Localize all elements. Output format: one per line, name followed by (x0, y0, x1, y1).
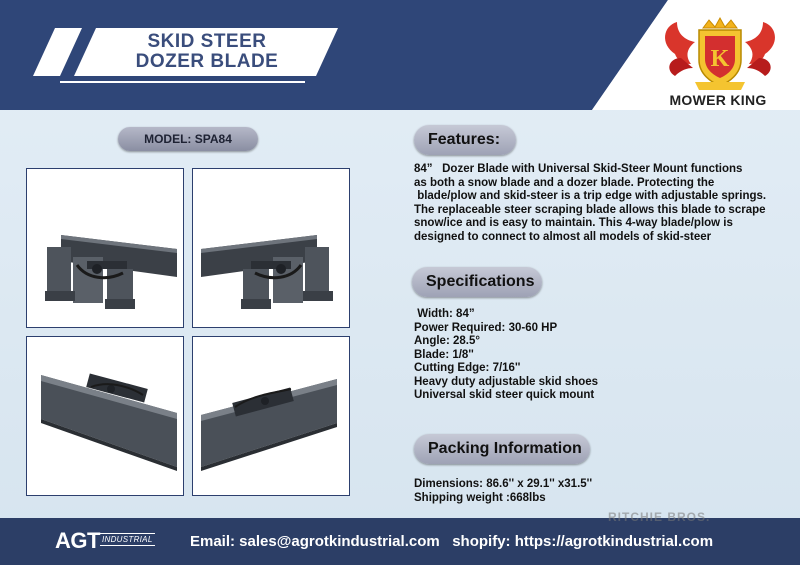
features-line: designed to connect to almost all models of skid-steer (414, 230, 712, 243)
features-line: The replaceable steer scraping blade allows this blade to scrape (414, 203, 766, 216)
watermark: RITCHIE BROS. (608, 510, 711, 524)
packing-heading: Packing Information (414, 434, 590, 464)
features-text (414, 163, 766, 244)
photo-blade-front-left (26, 336, 184, 496)
features-line: blade/plow and skid-steer is a trip edge with adjustable springs. (414, 190, 767, 202)
brand-name: MOWER KING (669, 92, 767, 108)
photo-blade-rear-left (26, 168, 184, 328)
photo-blade-rear-right (192, 168, 350, 328)
title-line-1: SKID STEER (147, 31, 267, 52)
spec-line: Blade: 1/8'' (414, 348, 474, 361)
spec-line: Power Required: 30-60 HP (414, 321, 558, 334)
footer-contact: Email: sales@agrotkindustrial.com shopify: https://agrotkindustrial.com (190, 533, 714, 550)
spec-line: Width: 84” (414, 308, 475, 320)
specifications-text (414, 308, 598, 403)
footer-brand: AGT (55, 528, 100, 553)
features-line: 84” Dozer Blade with Universal Skid-Steer Mount functions (414, 163, 743, 175)
specifications-heading: Specifications (412, 267, 542, 297)
features-line: as both a snow blade and a dozer blade. Protecting the (414, 176, 715, 189)
model-badge: MODEL: SPA84 (118, 127, 258, 151)
spec-line: Universal skid steer quick mount (414, 389, 595, 401)
spec-line: Heavy duty adjustable skid shoes (414, 375, 599, 388)
packing-line: Shipping weight :668lbs (414, 491, 546, 504)
footer-brand-sub: INDUSTRIAL (102, 535, 153, 544)
features-heading: Features: (414, 125, 516, 155)
spec-line: Cutting Edge: 7/16'' (414, 362, 521, 374)
features-line: snow/ice and is easy to maintain. This 4-way blade/plow is (414, 217, 733, 229)
packing-line: Dimensions: 86.6'' x 29.1'' x31.5'' (414, 478, 593, 490)
page-title (96, 29, 318, 75)
spec-line: Angle: 28.5° (414, 335, 480, 347)
packing-text (414, 478, 592, 505)
photo-blade-front-right (192, 336, 350, 496)
title-line-2: DOZER BLADE (135, 51, 279, 72)
logo-letter: K (710, 46, 730, 72)
